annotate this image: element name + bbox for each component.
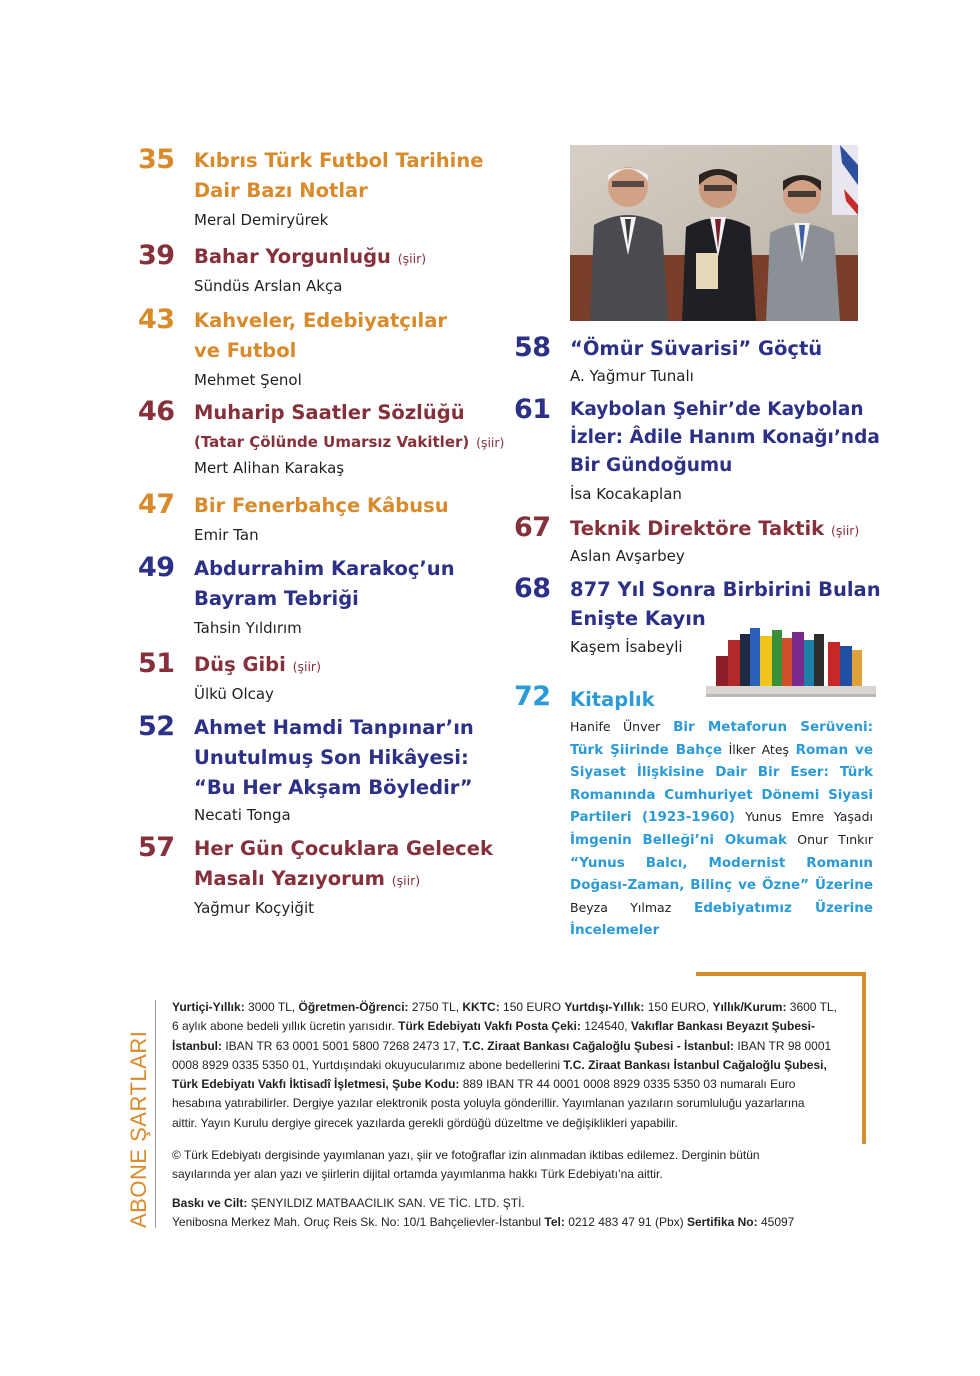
book-title: İmgenin Belleği’ni Okumak xyxy=(570,831,787,848)
page-number: 67 xyxy=(514,512,551,543)
copyright-notice: © Türk Edebiyatı dergisinde yayımlanan yazı, şiir ve fotoğraflar izin alınmadan iktibas edilemez. Derginin bütün sayılarında yer alan yazı ve şiirlerin dijital ortamda yayımlanma hakkı Türk Edebiyatı’na aittir. xyxy=(172,1148,760,1182)
entry-author: Sündüs Arslan Akça xyxy=(194,277,343,295)
entry-author: Emir Tan xyxy=(194,526,259,544)
page-number: 52 xyxy=(138,711,175,742)
book-title: Edebiyatımız Üzerine İncelemeler xyxy=(570,899,874,939)
entry-title: Kahveler, Edebiyatçılar ve Futbol xyxy=(194,309,447,362)
entry-author: Mert Alihan Karakaş xyxy=(194,459,345,477)
page-number: 49 xyxy=(138,552,175,583)
page-number: 43 xyxy=(138,304,175,335)
book-title: Bir Metaforun Serüveni: Türk Şiirinde Bahçe xyxy=(570,719,873,758)
review-author: Onur Tınkır xyxy=(797,831,873,847)
entry-title: Düş Gibi (şiir) xyxy=(194,653,321,676)
entry-title: “Ömür Süvarisi” Göçtü xyxy=(570,337,823,360)
entry-title: 877 Yıl Sonra Birbirini Bulan Enişte Kayın xyxy=(570,578,881,630)
page-number: 72 xyxy=(514,681,551,712)
entry-author: A. Yağmur Tunalı xyxy=(570,367,694,385)
entry-title: Kaybolan Şehir’de Kaybolan İzler: Âdile Hanım Konağı’nda Bir Gündoğumu xyxy=(570,399,880,476)
bookshelf-illustration xyxy=(706,620,876,700)
entry-title: Kıbrıs Türk Futbol Tarihine Dair Bazı Notlar xyxy=(194,149,484,202)
entry-author: İsa Kocakaplan xyxy=(570,485,682,503)
abone-terms: Yurtiçi-Yıllık: 3000 TL, Öğretmen-Öğrenci: 2750 TL, KKTC: 150 EURO Yurtdışı-Yıllık: 150 EURO, Yıllık/Kurum: 3600 TL, 6 aylık abone bedeli yıllık ücretin yarısıdır. Türk Edebiyatı Vakfı Posta Çeki: 124540, Vakıflar Bankası Beyazıt Şubesi- İstanbul: IBAN TR 63 0001 5001 5800 7268 2473 17, T.C. Ziraat Bankası Cağaloğlu Şubesi - İstanbul: IBAN TR 98 0001 0008 8929 0335 5350 01, Yurtdışındaki okuyucularımız abone bedellerini T.C. Ziraat Bankası İstanbul Cağaloğlu Şubesi, Türk Edebiyatı Vakfı İktisadî İşletmesi, Şube Kodu: 889 IBAN TR 44 0001 0008 8929 0335 5350 03 numaralı Euro hesabına yatırabilirler. Dergiye yazılar elektronik posta yoluyla gönderillir. Yayımlanan yazıların sorumluluğu yazarlarına aittir. Yayın Kurulu dergiye girecek yazılarda gerekli gördüğü düzeltme ve değişiklikleri yapabilir. xyxy=(172,1000,837,1130)
entry-author: Kaşem İsabeyli xyxy=(570,638,683,656)
page-number: 51 xyxy=(138,648,175,679)
review-author: Hanife Ünver xyxy=(570,719,661,734)
entry-title: Muharip Saatler Sözlüğü (Tatar Çölünde Umarsız Vakitler) (şiir) xyxy=(194,401,505,451)
kitaplik-list xyxy=(570,716,873,942)
page-number: 57 xyxy=(138,832,175,863)
page-number: 35 xyxy=(138,144,175,175)
entry-author: Ülkü Olcay xyxy=(194,685,274,703)
photo-illustration xyxy=(570,145,858,321)
entry-author: Yağmur Koçyiğit xyxy=(194,899,314,917)
entry-author: Necati Tonga xyxy=(194,806,291,824)
entry-author: Aslan Avşarbey xyxy=(570,547,685,565)
page-number: 61 xyxy=(514,394,551,425)
entry-title: Bahar Yorgunluğu (şiir) xyxy=(194,245,427,268)
book-title: “Yunus Balcı, Modernist Romanın Doğası-Zaman, Bilinç ve Özne” Üzerine xyxy=(570,854,873,894)
poem-tag: (şiir) xyxy=(292,659,321,674)
page-number: 47 xyxy=(138,489,175,520)
poem-tag: (şiir) xyxy=(830,523,860,538)
entry-title: Ahmet Hamdi Tanpınar’ın Unutulmuş Son Hikâyesi: “Bu Her Akşam Böyledir” xyxy=(194,716,474,799)
review-author: İlker Ateş xyxy=(728,741,790,757)
divider xyxy=(155,1000,156,1228)
entry-author: Meral Demiryürek xyxy=(194,211,329,229)
entry-author: Tahsin Yıldırım xyxy=(194,619,302,637)
entry-title: Kitaplık xyxy=(570,688,655,711)
page-number: 46 xyxy=(138,396,175,427)
entry-title: Teknik Direktöre Taktik (şiir) xyxy=(570,517,860,540)
entry-title: Bir Fenerbahçe Kâbusu xyxy=(194,494,449,517)
poem-tag: (şiir) xyxy=(476,435,505,450)
page-number: 39 xyxy=(138,240,175,271)
page-number: 58 xyxy=(514,332,551,363)
entry-title: Her Gün Çocuklara Gelecek Masalı Yazıyorum (şiir) xyxy=(194,837,493,890)
book-title: Roman ve Siyaset İlişkisine Dair Bir Eser: Türk Romanında Cumhuriyet Dönemi Siyasi Partileri (1923-1960) xyxy=(570,741,873,826)
printer-info: Baskı ve Cilt: ŞENYILDIZ MATBAACILIK SAN. VE TİC. LTD. ŞTİ. Yenibosna Merkez Mah. Oruç Reis Sk. No: 10/1 Bahçelievler-İstanbul Tel: 0212 483 47 91 (Pbx) Sertifika No: 45097 xyxy=(172,1196,795,1230)
review-author: Yunus Emre Yaşadı xyxy=(745,809,873,825)
review-author: Beyza Yılmaz xyxy=(570,899,672,915)
entry-title: Abdurrahim Karakoç’un Bayram Tebriği xyxy=(194,557,455,610)
poem-tag: (şiir) xyxy=(391,873,421,888)
page-number: 68 xyxy=(514,573,551,604)
poem-tag: (şiir) xyxy=(397,251,427,266)
abone-heading: ABONE ŞARTLARI xyxy=(126,1030,151,1228)
entry-author: Mehmet Şenol xyxy=(194,371,302,389)
portrait-photo xyxy=(570,145,858,321)
